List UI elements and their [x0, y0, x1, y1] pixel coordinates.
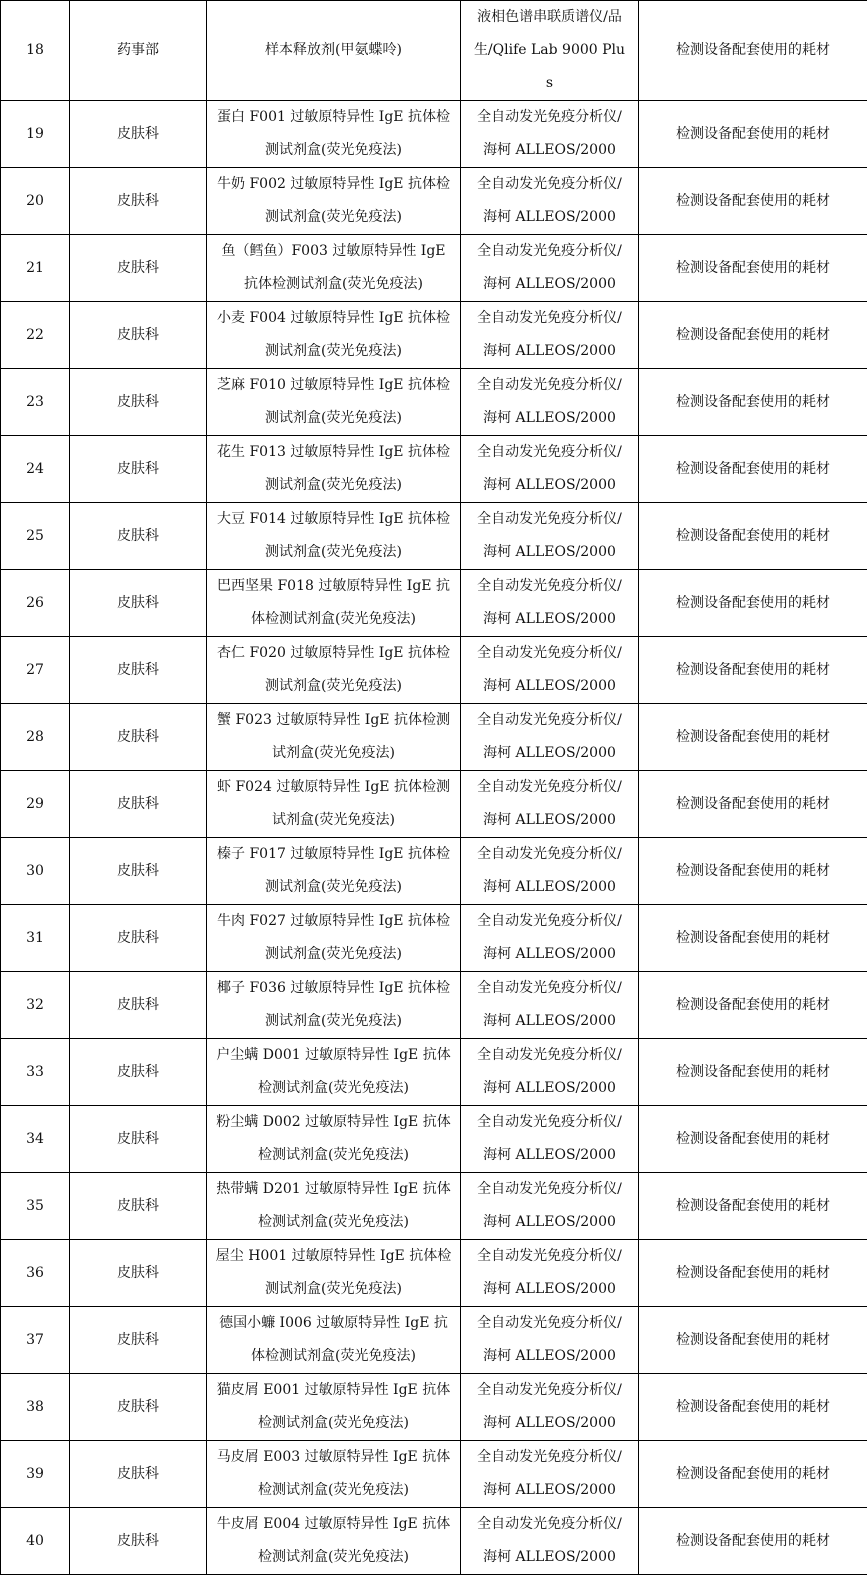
row-number: 22: [7, 319, 63, 352]
item-name: 户尘螨 D001 过敏原特异性 IgE 抗体检测试剂盒(荧光免疫法): [215, 1039, 452, 1105]
department-cell: [70, 704, 207, 771]
department: 皮肤科: [76, 1190, 200, 1223]
row-number: 23: [7, 386, 63, 419]
table-row: [1, 570, 867, 637]
usage-note: 检测设备配套使用的耗材: [645, 855, 861, 888]
item-name: 小麦 F004 过敏原特异性 IgE 抗体检测试剂盒(荧光免疫法): [215, 302, 452, 368]
table-row: [1, 436, 867, 503]
item-name-cell: [207, 235, 461, 302]
row-number-cell: [1, 1508, 70, 1575]
department: 皮肤科: [76, 855, 200, 888]
item-name-cell: [207, 1173, 461, 1240]
device-name: 全自动发光免疫分析仪/海柯 ALLEOS/2000: [473, 101, 626, 167]
department: 皮肤科: [76, 1123, 200, 1156]
usage-note: 检测设备配套使用的耗材: [645, 319, 861, 352]
department: 皮肤科: [76, 1324, 200, 1357]
department: 皮肤科: [76, 520, 200, 553]
table-row: [1, 302, 867, 369]
device-cell: [461, 704, 639, 771]
department: 皮肤科: [76, 252, 200, 285]
item-name: 牛奶 F002 过敏原特异性 IgE 抗体检测试剂盒(荧光免疫法): [215, 168, 452, 234]
row-number-cell: [1, 369, 70, 436]
row-number: 37: [7, 1324, 63, 1357]
item-name-cell: [207, 771, 461, 838]
department: 皮肤科: [76, 654, 200, 687]
department-cell: [70, 1374, 207, 1441]
usage-note: 检测设备配套使用的耗材: [645, 587, 861, 620]
device-cell: [461, 771, 639, 838]
row-number-cell: [1, 235, 70, 302]
department: 皮肤科: [76, 185, 200, 218]
department-cell: [70, 235, 207, 302]
item-name: 花生 F013 过敏原特异性 IgE 抗体检测试剂盒(荧光免疫法): [215, 436, 452, 502]
item-name: 蟹 F023 过敏原特异性 IgE 抗体检测试剂盒(荧光免疫法): [215, 704, 452, 770]
department-cell: [70, 771, 207, 838]
note-cell: [639, 1240, 867, 1307]
item-name: 粉尘螨 D002 过敏原特异性 IgE 抗体检测试剂盒(荧光免疫法): [215, 1106, 452, 1172]
item-name: 杏仁 F020 过敏原特异性 IgE 抗体检测试剂盒(荧光免疫法): [215, 637, 452, 703]
row-number-cell: [1, 972, 70, 1039]
device-name: 全自动发光免疫分析仪/海柯 ALLEOS/2000: [473, 704, 626, 770]
device-cell: [461, 1039, 639, 1106]
table-row: [1, 1, 867, 101]
item-name-cell: [207, 1441, 461, 1508]
note-cell: [639, 570, 867, 637]
device-name: 全自动发光免疫分析仪/海柯 ALLEOS/2000: [473, 1374, 626, 1440]
usage-note: 检测设备配套使用的耗材: [645, 1458, 861, 1491]
row-number-cell: [1, 905, 70, 972]
usage-note: 检测设备配套使用的耗材: [645, 386, 861, 419]
department-cell: [70, 1106, 207, 1173]
item-name: 鱼（鳕鱼）F003 过敏原特异性 IgE 抗体检测试剂盒(荧光免疫法): [215, 235, 452, 301]
department-cell: [70, 637, 207, 704]
device-name: 全自动发光免疫分析仪/海柯 ALLEOS/2000: [473, 369, 626, 435]
device-cell: [461, 101, 639, 168]
item-name: 蛋白 F001 过敏原特异性 IgE 抗体检测试剂盒(荧光免疫法): [215, 101, 452, 167]
note-cell: [639, 1, 867, 101]
row-number: 26: [7, 587, 63, 620]
item-name-cell: [207, 1307, 461, 1374]
row-number-cell: [1, 1, 70, 101]
usage-note: 检测设备配套使用的耗材: [645, 252, 861, 285]
department-cell: [70, 369, 207, 436]
device-name: 全自动发光免疫分析仪/海柯 ALLEOS/2000: [473, 1508, 626, 1574]
item-name: 牛皮屑 E004 过敏原特异性 IgE 抗体检测试剂盒(荧光免疫法): [215, 1508, 452, 1574]
usage-note: 检测设备配套使用的耗材: [645, 1257, 861, 1290]
department-cell: [70, 1039, 207, 1106]
row-number: 29: [7, 788, 63, 821]
note-cell: [639, 235, 867, 302]
row-number-cell: [1, 168, 70, 235]
row-number-cell: [1, 704, 70, 771]
row-number: 39: [7, 1458, 63, 1491]
note-cell: [639, 1307, 867, 1374]
item-name-cell: [207, 369, 461, 436]
device-name: 全自动发光免疫分析仪/海柯 ALLEOS/2000: [473, 1307, 626, 1373]
device-cell: [461, 1307, 639, 1374]
department-cell: [70, 905, 207, 972]
device-cell: [461, 1, 639, 101]
row-number: 33: [7, 1056, 63, 1089]
note-cell: [639, 1173, 867, 1240]
row-number: 18: [7, 34, 63, 67]
item-name-cell: [207, 1106, 461, 1173]
item-name: 马皮屑 E003 过敏原特异性 IgE 抗体检测试剂盒(荧光免疫法): [215, 1441, 452, 1507]
device-name: 全自动发光免疫分析仪/海柯 ALLEOS/2000: [473, 168, 626, 234]
department-cell: [70, 1508, 207, 1575]
table-row: [1, 369, 867, 436]
department: 皮肤科: [76, 587, 200, 620]
note-cell: [639, 1441, 867, 1508]
device-cell: [461, 1508, 639, 1575]
table-row: [1, 1173, 867, 1240]
table-row: [1, 972, 867, 1039]
row-number: 36: [7, 1257, 63, 1290]
item-name-cell: [207, 1, 461, 101]
device-name: 液相色谱串联质谱仪/品生/Qlife Lab 9000 Plus: [473, 1, 626, 100]
row-number-cell: [1, 503, 70, 570]
note-cell: [639, 168, 867, 235]
item-name: 猫皮屑 E001 过敏原特异性 IgE 抗体检测试剂盒(荧光免疫法): [215, 1374, 452, 1440]
item-name-cell: [207, 637, 461, 704]
note-cell: [639, 1374, 867, 1441]
row-number-cell: [1, 1039, 70, 1106]
row-number: 30: [7, 855, 63, 888]
item-name: 牛肉 F027 过敏原特异性 IgE 抗体检测试剂盒(荧光免疫法): [215, 905, 452, 971]
department: 药事部: [76, 34, 200, 67]
department-cell: [70, 1173, 207, 1240]
usage-note: 检测设备配套使用的耗材: [645, 118, 861, 151]
note-cell: [639, 369, 867, 436]
department-cell: [70, 1307, 207, 1374]
table-row: [1, 1240, 867, 1307]
note-cell: [639, 503, 867, 570]
item-name: 大豆 F014 过敏原特异性 IgE 抗体检测试剂盒(荧光免疫法): [215, 503, 452, 569]
usage-note: 检测设备配套使用的耗材: [645, 654, 861, 687]
device-name: 全自动发光免疫分析仪/海柯 ALLEOS/2000: [473, 838, 626, 904]
note-cell: [639, 302, 867, 369]
device-cell: [461, 235, 639, 302]
row-number: 28: [7, 721, 63, 754]
item-name: 虾 F024 过敏原特异性 IgE 抗体检测试剂盒(荧光免疫法): [215, 771, 452, 837]
row-number: 24: [7, 453, 63, 486]
device-name: 全自动发光免疫分析仪/海柯 ALLEOS/2000: [473, 905, 626, 971]
row-number: 21: [7, 252, 63, 285]
item-name-cell: [207, 1240, 461, 1307]
department: 皮肤科: [76, 1525, 200, 1558]
device-name: 全自动发光免疫分析仪/海柯 ALLEOS/2000: [473, 1039, 626, 1105]
department-cell: [70, 168, 207, 235]
note-cell: [639, 1508, 867, 1575]
row-number-cell: [1, 1173, 70, 1240]
table-row: [1, 235, 867, 302]
item-name-cell: [207, 168, 461, 235]
device-name: 全自动发光免疫分析仪/海柯 ALLEOS/2000: [473, 570, 626, 636]
table-row: [1, 1374, 867, 1441]
table-row: [1, 905, 867, 972]
department-cell: [70, 838, 207, 905]
device-name: 全自动发光免疫分析仪/海柯 ALLEOS/2000: [473, 436, 626, 502]
device-name: 全自动发光免疫分析仪/海柯 ALLEOS/2000: [473, 1441, 626, 1507]
device-cell: [461, 168, 639, 235]
note-cell: [639, 1106, 867, 1173]
table-row: [1, 101, 867, 168]
table-row: [1, 637, 867, 704]
item-name-cell: [207, 838, 461, 905]
device-name: 全自动发光免疫分析仪/海柯 ALLEOS/2000: [473, 1106, 626, 1172]
row-number-cell: [1, 1441, 70, 1508]
device-cell: [461, 1240, 639, 1307]
row-number: 20: [7, 185, 63, 218]
device-cell: [461, 436, 639, 503]
row-number: 25: [7, 520, 63, 553]
usage-note: 检测设备配套使用的耗材: [645, 989, 861, 1022]
device-cell: [461, 302, 639, 369]
note-cell: [639, 637, 867, 704]
item-name-cell: [207, 905, 461, 972]
device-cell: [461, 1374, 639, 1441]
row-number-cell: [1, 637, 70, 704]
device-name: 全自动发光免疫分析仪/海柯 ALLEOS/2000: [473, 972, 626, 1038]
row-number-cell: [1, 1374, 70, 1441]
item-name: 样本释放剂(甲氨蝶呤): [215, 34, 452, 67]
department: 皮肤科: [76, 788, 200, 821]
usage-note: 检测设备配套使用的耗材: [645, 520, 861, 553]
note-cell: [639, 972, 867, 1039]
item-name-cell: [207, 1039, 461, 1106]
department-cell: [70, 436, 207, 503]
item-name-cell: [207, 570, 461, 637]
row-number-cell: [1, 1307, 70, 1374]
table-row: [1, 1441, 867, 1508]
device-name: 全自动发光免疫分析仪/海柯 ALLEOS/2000: [473, 1240, 626, 1306]
item-name: 榛子 F017 过敏原特异性 IgE 抗体检测试剂盒(荧光免疫法): [215, 838, 452, 904]
row-number: 35: [7, 1190, 63, 1223]
device-name: 全自动发光免疫分析仪/海柯 ALLEOS/2000: [473, 1173, 626, 1239]
note-cell: [639, 436, 867, 503]
row-number-cell: [1, 771, 70, 838]
row-number: 40: [7, 1525, 63, 1558]
note-cell: [639, 704, 867, 771]
department-cell: [70, 1, 207, 101]
device-cell: [461, 369, 639, 436]
item-name-cell: [207, 1508, 461, 1575]
department: 皮肤科: [76, 1257, 200, 1290]
item-name: 屋尘 H001 过敏原特异性 IgE 抗体检测试剂盒(荧光免疫法): [215, 1240, 452, 1306]
device-cell: [461, 838, 639, 905]
device-cell: [461, 637, 639, 704]
usage-note: 检测设备配套使用的耗材: [645, 1190, 861, 1223]
department: 皮肤科: [76, 1056, 200, 1089]
row-number: 34: [7, 1123, 63, 1156]
item-name-cell: [207, 101, 461, 168]
row-number: 31: [7, 922, 63, 955]
usage-note: 检测设备配套使用的耗材: [645, 788, 861, 821]
table-row: [1, 1039, 867, 1106]
table-row: [1, 838, 867, 905]
department: 皮肤科: [76, 1458, 200, 1491]
device-cell: [461, 1441, 639, 1508]
item-name: 德国小蠊 I006 过敏原特异性 IgE 抗体检测试剂盒(荧光免疫法): [215, 1307, 452, 1373]
usage-note: 检测设备配套使用的耗材: [645, 1324, 861, 1357]
note-cell: [639, 771, 867, 838]
row-number-cell: [1, 838, 70, 905]
item-name-cell: [207, 1374, 461, 1441]
device-name: 全自动发光免疫分析仪/海柯 ALLEOS/2000: [473, 637, 626, 703]
department: 皮肤科: [76, 319, 200, 352]
row-number: 27: [7, 654, 63, 687]
row-number: 38: [7, 1391, 63, 1424]
note-cell: [639, 101, 867, 168]
row-number-cell: [1, 302, 70, 369]
table-row: [1, 168, 867, 235]
row-number-cell: [1, 436, 70, 503]
note-cell: [639, 905, 867, 972]
table-body: [1, 1, 867, 1575]
department-cell: [70, 1441, 207, 1508]
table-row: [1, 503, 867, 570]
device-cell: [461, 570, 639, 637]
department-cell: [70, 1240, 207, 1307]
table-row: [1, 704, 867, 771]
item-name: 热带螨 D201 过敏原特异性 IgE 抗体检测试剂盒(荧光免疫法): [215, 1173, 452, 1239]
department-cell: [70, 503, 207, 570]
table-row: [1, 1106, 867, 1173]
note-cell: [639, 838, 867, 905]
table-row: [1, 1508, 867, 1575]
usage-note: 检测设备配套使用的耗材: [645, 922, 861, 955]
device-cell: [461, 503, 639, 570]
device-cell: [461, 905, 639, 972]
department: 皮肤科: [76, 386, 200, 419]
usage-note: 检测设备配套使用的耗材: [645, 185, 861, 218]
device-name: 全自动发光免疫分析仪/海柯 ALLEOS/2000: [473, 235, 626, 301]
row-number-cell: [1, 1240, 70, 1307]
usage-note: 检测设备配套使用的耗材: [645, 721, 861, 754]
usage-note: 检测设备配套使用的耗材: [645, 1525, 861, 1558]
department-cell: [70, 570, 207, 637]
device-cell: [461, 1173, 639, 1240]
row-number-cell: [1, 570, 70, 637]
device-cell: [461, 972, 639, 1039]
row-number-cell: [1, 101, 70, 168]
device-name: 全自动发光免疫分析仪/海柯 ALLEOS/2000: [473, 302, 626, 368]
table-row: [1, 771, 867, 838]
department-cell: [70, 101, 207, 168]
row-number: 32: [7, 989, 63, 1022]
device-name: 全自动发光免疫分析仪/海柯 ALLEOS/2000: [473, 503, 626, 569]
device-name: 全自动发光免疫分析仪/海柯 ALLEOS/2000: [473, 771, 626, 837]
department-cell: [70, 302, 207, 369]
table-row: [1, 1307, 867, 1374]
usage-note: 检测设备配套使用的耗材: [645, 34, 861, 67]
usage-note: 检测设备配套使用的耗材: [645, 453, 861, 486]
department-cell: [70, 972, 207, 1039]
item-name-cell: [207, 972, 461, 1039]
note-cell: [639, 1039, 867, 1106]
item-name: 芝麻 F010 过敏原特异性 IgE 抗体检测试剂盒(荧光免疫法): [215, 369, 452, 435]
department: 皮肤科: [76, 118, 200, 151]
usage-note: 检测设备配套使用的耗材: [645, 1123, 861, 1156]
item-name-cell: [207, 436, 461, 503]
department: 皮肤科: [76, 922, 200, 955]
department: 皮肤科: [76, 989, 200, 1022]
device-cell: [461, 1106, 639, 1173]
department: 皮肤科: [76, 721, 200, 754]
usage-note: 检测设备配套使用的耗材: [645, 1391, 861, 1424]
department: 皮肤科: [76, 453, 200, 486]
item-name-cell: [207, 302, 461, 369]
row-number: 19: [7, 118, 63, 151]
item-name-cell: [207, 704, 461, 771]
item-name: 椰子 F036 过敏原特异性 IgE 抗体检测试剂盒(荧光免疫法): [215, 972, 452, 1038]
usage-note: 检测设备配套使用的耗材: [645, 1056, 861, 1089]
row-number-cell: [1, 1106, 70, 1173]
item-name-cell: [207, 503, 461, 570]
department: 皮肤科: [76, 1391, 200, 1424]
item-name: 巴西坚果 F018 过敏原特异性 IgE 抗体检测试剂盒(荧光免疫法): [215, 570, 452, 636]
